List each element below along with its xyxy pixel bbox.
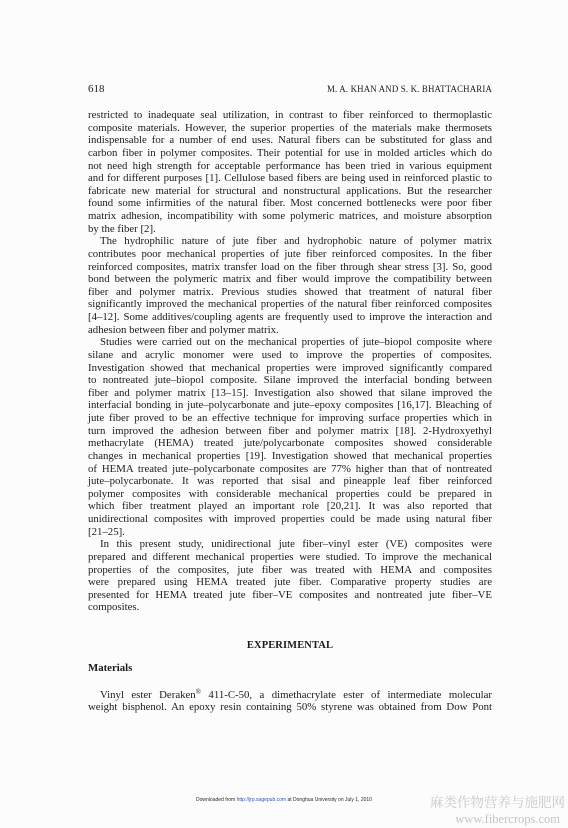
text-line: fiber and polymer matrix [13–15]. Investigation also showed that silane improved the [88, 386, 492, 399]
text-line: carbon fiber in polymer composites. Their potential for use in molded articles which do [88, 146, 492, 159]
body-text [88, 109, 492, 614]
text-line: Investigation showed that mechanical properties were improved significantly compared [88, 361, 492, 374]
text-line: [4–12]. Some additives/coupling agents are frequently used to improve the interaction and [88, 311, 492, 323]
paragraph-4 [88, 538, 492, 614]
text-line: polymer composites with considerable mechanical properties could be prepared in [88, 487, 492, 500]
section-heading-experimental: EXPERIMENTAL [246, 639, 334, 651]
text-line: which fiber treatment played an important role [20,21]. It was also reported that [88, 500, 492, 513]
text-run: Vinyl ester Deraken [100, 688, 196, 701]
watermark-chinese: 麻类作物营养与施肥网 [430, 795, 565, 811]
text-line: composite materials. However, the superior properties of the materials make thermosets [88, 121, 492, 134]
text-line: contributes poor mechanical properties of jute fiber reinforced composites. In the fiber [88, 247, 492, 260]
text-line: jute fiber proved to be an effective technique for improving surface properties which in [88, 412, 492, 424]
running-head-authors: M. A. KHAN AND S. K. BHATTACHARIA [327, 84, 492, 94]
text-line: unidirectional composites with improved properties could be made using natural fiber [88, 513, 492, 525]
text-line: composites. [88, 601, 140, 614]
text-line: significantly improved the mechanical properties of the natural fiber reinforced composites [88, 298, 492, 311]
text-line: In this present study, unidirectional jute fiber–vinyl ester (VE) composites were [100, 538, 492, 551]
paragraph-2 [88, 235, 492, 336]
running-head [88, 82, 492, 96]
text-line: to nontreated jute–biopol composite. Silane improved the interfacial bonding between [88, 374, 492, 387]
text-line: silane and acrylic monomer were used to improve the properties of composites. [88, 348, 492, 361]
page-number: 618 [88, 83, 105, 95]
text-line: not need high strength for acceptable performance has been tried in various equipment [88, 159, 492, 172]
text-line: were prepared using HEMA treated jute fiber. Comparative property studies are [88, 576, 492, 589]
text-line: turn improved the adhesion between fiber and polymer matrix [18]. 2-Hydroxyethyl [88, 424, 492, 437]
text-line: prepared and different mechanical properties were studied. To improve the mechanical [88, 550, 492, 563]
materials-paragraph [88, 689, 492, 714]
text-line: reinforced composites, matrix transfer load on the fiber through shear stress [3]. So, good [88, 260, 492, 273]
text-line: indispensable for a number of end uses. Natural fibers can be substituted for glass and [88, 134, 492, 147]
footer-prefix: Downloaded from [196, 797, 237, 803]
text-line [88, 689, 492, 702]
text-line: by the fiber [2]. [88, 222, 156, 235]
text-line: interfacial bonding in jute–polycarbonate and jute–epoxy composites [16,17]. Bleaching of [88, 399, 492, 412]
paragraph-1 [88, 109, 492, 235]
text-line: The hydrophilic nature of jute fiber and hydrophobic nature of polymer matrix [100, 235, 492, 248]
text-line: and for different purposes [1]. Cellulose based fibers are being used in reinforced plastic to [88, 172, 492, 185]
text-line: bond between the polymeric matrix and fiber would improve the compatibility between [88, 273, 492, 286]
subsection-heading-materials: Materials [88, 662, 133, 674]
text-line: presented for HEMA treated jute fiber–VE composites and nontreated jute fiber–VE [88, 588, 492, 601]
text-line: of HEMA treated jute–polycarbonate composites are 77% higher than that of nontreated [88, 462, 492, 475]
paragraph-3 [88, 336, 492, 538]
text-line: methacrylate (HEMA) treated jute/polycarbonate composites showed considerable [88, 437, 492, 450]
text-line: restricted to inadequate seal utilization, in contrast to fiber reinforced to thermoplastic [88, 109, 492, 121]
text-line: fabricate new material for structural and nonstructural applications. But the researcher [88, 184, 492, 197]
text-line: found some infirmities of the natural fiber. Most concerned bottlenecks were poor fiber [88, 197, 492, 210]
text-line: [21–25]. [88, 525, 125, 538]
text-line: jute–polycarbonate. It was reported that sisal and pineapple leaf fiber reinforced [88, 475, 492, 488]
text-line: fiber and polymer matrix. Previous studies showed that treatment of natural fiber [88, 285, 492, 298]
watermark-url: www.fibercrops.com [455, 812, 560, 826]
text-run: 411-C-50, a dimethacrylate ester of intermediate molecular [201, 688, 492, 701]
text-line: properties of the composites, jute fiber was treated with HEMA and composites [88, 563, 492, 576]
text-line: matrix adhesion, incompatibility with some polymeric matrices, and moisture absorption [88, 210, 492, 222]
text-line: Studies were carried out on the mechanical properties of jute–biopol composite where [100, 336, 492, 349]
text-line: adhesion between fiber and polymer matrix. [88, 323, 279, 336]
footer-link[interactable]: http://jrp.sagepub.com [236, 797, 287, 803]
text-line: weight bisphenol. An epoxy resin containing 50% styrene was obtained from Dow Pont [88, 701, 492, 714]
registered-mark: ® [195, 687, 202, 696]
text-line: changes in mechanical properties [19]. Investigation showed that mechanical properties [88, 449, 492, 462]
footer-suffix: at Donghua University on July 1, 2010 [286, 797, 372, 803]
